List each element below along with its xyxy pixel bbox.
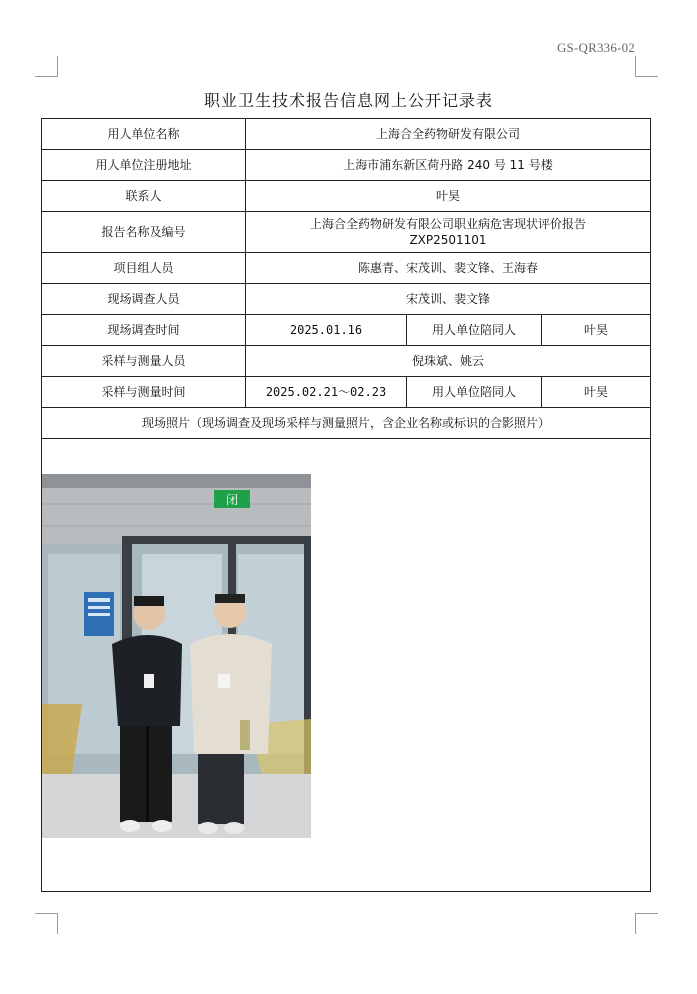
employer-name-value: 上海合全药物研发有限公司 [246, 119, 651, 150]
report-number-value: ZXP2501101 [409, 233, 487, 247]
table-row [42, 181, 651, 212]
site-photos-label: 现场照片（现场调查及现场采样与测量照片，含企业名称或标识的合影照片） [42, 408, 651, 439]
table-row [42, 408, 651, 439]
sampling-staff-label: 采样与测量人员 [42, 346, 246, 377]
table-row [42, 253, 651, 284]
contact-label: 联系人 [42, 181, 246, 212]
table-row [42, 346, 651, 377]
corner-mark-bottom-left [35, 913, 58, 934]
registered-address-value: 上海市浦东新区荷丹路 240 号 11 号楼 [246, 150, 651, 181]
survey-escort-value: 叶昊 [542, 315, 651, 346]
project-members-label: 项目组人员 [42, 253, 246, 284]
survey-escort-label: 用人单位陪同人 [407, 315, 542, 346]
table-row [42, 439, 651, 892]
table-row [42, 150, 651, 181]
table-row [42, 212, 651, 253]
site-survey-staff-value: 宋茂训、裴文锋 [246, 284, 651, 315]
report-name-cell [246, 212, 651, 253]
page-title: 职业卫生技术报告信息网上公开记录表 [203, 91, 493, 110]
registered-address-label: 用人单位注册地址 [42, 150, 246, 181]
sampling-escort-label: 用人单位陪同人 [407, 377, 542, 408]
contact-value: 叶昊 [246, 181, 651, 212]
table-row [42, 377, 651, 408]
report-name-label: 报告名称及编号 [42, 212, 246, 253]
corner-mark-top-left [35, 56, 58, 77]
site-survey-time-label: 现场调查时间 [42, 315, 246, 346]
table-row [42, 315, 651, 346]
site-group-photo [42, 474, 311, 838]
sampling-escort-value: 叶昊 [542, 377, 651, 408]
corner-mark-top-right [635, 56, 658, 77]
corner-mark-bottom-right [635, 913, 658, 934]
site-survey-staff-label: 现场调查人员 [42, 284, 246, 315]
sampling-staff-value: 倪珠斌、姚云 [246, 346, 651, 377]
disclosure-record-table [41, 118, 651, 892]
project-members-value: 陈惠青、宋茂训、裴文锋、王海春 [246, 253, 651, 284]
site-survey-time-value: 2025.01.16 [246, 315, 407, 346]
employer-name-label: 用人单位名称 [42, 119, 246, 150]
report-name-value: 上海合全药物研发有限公司职业病危害现状评价报告 [310, 217, 587, 231]
site-photos-cell [42, 439, 651, 892]
table-row [42, 284, 651, 315]
table-row [42, 119, 651, 150]
sampling-time-label: 采样与测量时间 [42, 377, 246, 408]
sampling-time-value: 2025.02.21～02.23 [246, 377, 407, 408]
document-code: GS-QR336-02 [556, 40, 635, 55]
exit-sign-text: 闭 [225, 493, 239, 507]
